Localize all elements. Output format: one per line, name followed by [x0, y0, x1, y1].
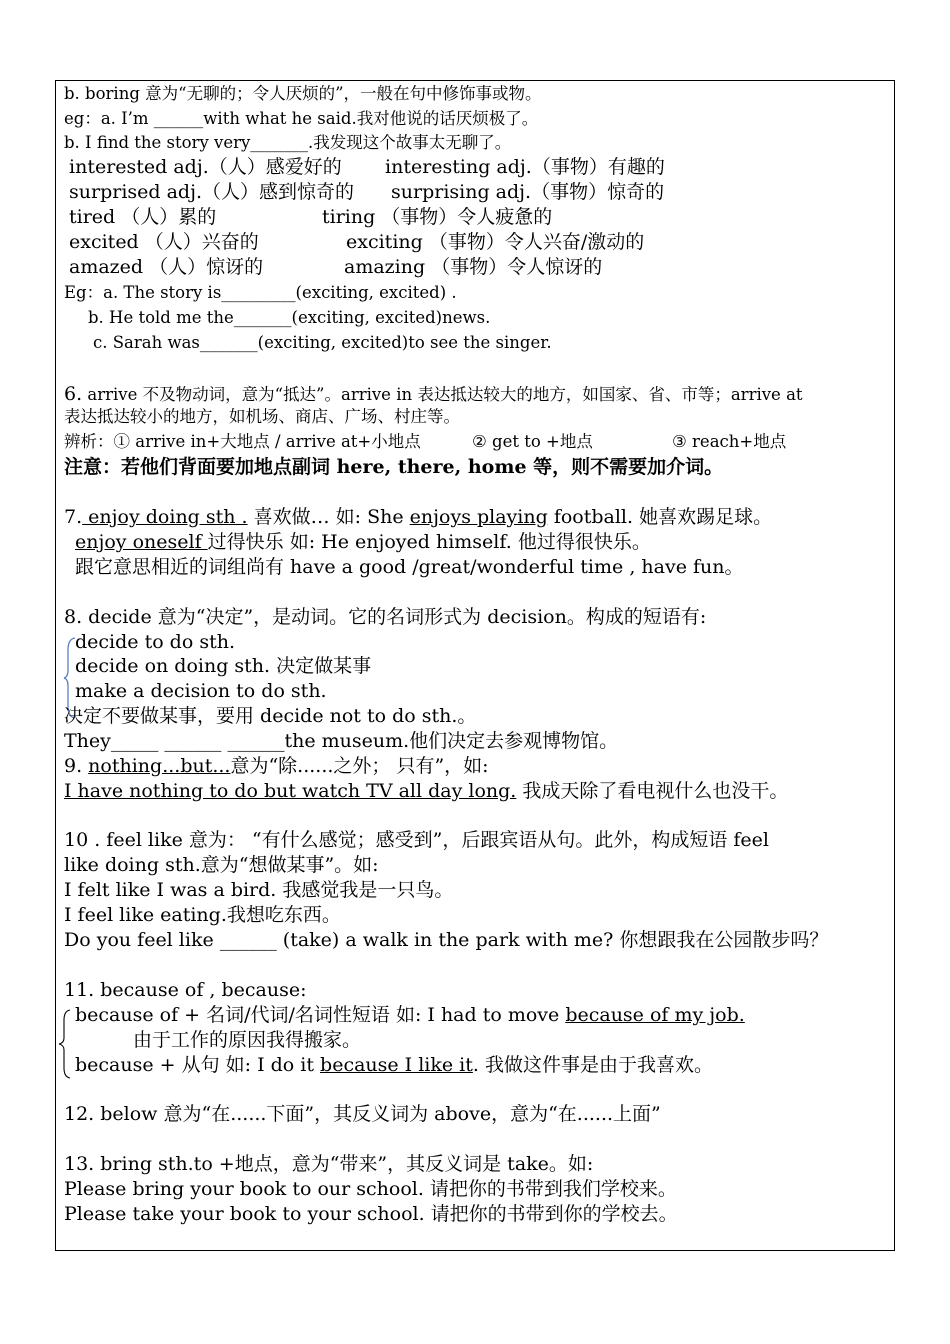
- adj-pair-right: interesting adj.（事物）有趣的: [385, 156, 665, 178]
- item10-line-3: I felt like I was a bird. 我感觉我是一只鸟。: [64, 879, 454, 901]
- item6-analysis-3: ③ reach+地点: [672, 432, 787, 451]
- adj-pair-left: surprised adj.（人）感到惊奇的: [69, 181, 355, 203]
- exciting-example-b: b. He told me the_______(exciting, excited)news.: [88, 308, 491, 327]
- item8-line-1: 8. decide 意为“决定”，是动词。它的名词形式为 decision。构成的短语有:: [64, 606, 707, 628]
- item11-line-3-pre: because + 从句 如: I do it: [75, 1054, 321, 1076]
- boring-line-1: b. boring 意为“无聊的；令人厌烦的”，一般在句中修饰事或物。: [64, 84, 542, 103]
- item9-example-cn: 我成天除了看电视什么也没干。: [516, 780, 789, 802]
- item11-line-3: [75, 1056, 713, 1075]
- item11-line-2: 由于工作的原因我得搬家。: [133, 1029, 362, 1051]
- item10-line-4: I feel like eating.我想吃东西。: [64, 904, 341, 926]
- adj-pair-left: excited （人）兴奋的: [69, 231, 259, 253]
- item10-line-1: 10 . feel like 意为： “有什么感觉；感受到”，后跟宾语从句。此外，构成短语 feel: [64, 829, 769, 851]
- item9-line-2: [64, 782, 788, 801]
- item7-phrase: enjoy doing sth .: [82, 506, 248, 528]
- adj-pair-right: exciting （事物）令人兴奋/激动的: [346, 231, 645, 253]
- item6-text: arrive 不及物动词，意为“抵达”。arrive in 表达抵达较大的地方，如国家、省、市等；arrive at: [82, 385, 803, 404]
- item11-line-1: [75, 1006, 745, 1025]
- adj-pair-right: tiring （事物）令人疲惫的: [322, 206, 553, 228]
- item10-line-5: Do you feel like ______ (take) a walk in the park with me? 你想跟我在公园散步吗？: [64, 929, 829, 951]
- item11-line-1-underlined: because of my job.: [565, 1004, 745, 1026]
- item7-line-3: 跟它意思相近的词组尚有 have a good /great/wonderful time , have fun。: [75, 556, 744, 578]
- item6-analysis-2: ② get to +地点: [472, 432, 593, 451]
- adj-pair-right: amazing （事物）令人惊讶的: [344, 256, 603, 278]
- item7-line-2-rest: 过得快乐 如: He enjoyed himself. 他过得很快乐。: [207, 531, 651, 553]
- adj-pair-left: tired （人）累的: [69, 206, 217, 228]
- item6-line-1: [64, 385, 803, 404]
- item7-line-1: [64, 508, 772, 527]
- adj-pair-left: interested adj.（人）感爱好的: [69, 156, 342, 178]
- item7-phrase-2: enjoy oneself: [75, 531, 208, 553]
- item6-number: 6.: [64, 383, 83, 405]
- item7-meaning: 喜欢做… 如: She: [247, 506, 410, 528]
- item10-line-2: like doing sth.意为“想做某事”。如:: [64, 854, 379, 876]
- item11-line-3-underlined: because I like it: [320, 1054, 473, 1076]
- item12-line-1: 12. below 意为“在......下面”，其反义词为 above，意为“在......上面”: [64, 1103, 661, 1125]
- item13-line-1: 13. bring sth.to +地点，意为“带来”，其反义词是 take。如:: [64, 1153, 594, 1175]
- item11-title: 11. because of , because:: [64, 979, 307, 1001]
- adj-pair-left: amazed （人）惊讶的: [69, 256, 264, 278]
- item8-phrase-3: make a decision to do sth.: [75, 680, 327, 702]
- item13-line-3: Please take your book to your school. 请把你的书带到你的学校去。: [64, 1203, 678, 1225]
- item6-line-2: 表达抵达较小的地方，如机场、商店、广场、村庄等。: [64, 407, 460, 426]
- boring-line-2: eg：a. I’m ______with what he said.我对他说的话厌烦极了。: [64, 109, 539, 128]
- item7-number: 7.: [64, 506, 83, 528]
- item6-note: 注意：若他们背面要加地点副词 here, there, home 等，则不需要加介词。: [64, 456, 724, 478]
- item11-line-3-rest: . 我做这件事是由于我喜欢。: [472, 1054, 713, 1076]
- item9-phrase: nothing...but...: [88, 755, 231, 777]
- item8-phrase-1: decide to do sth.: [75, 631, 235, 653]
- item7-example-rest: football. 她喜欢踢足球。: [547, 506, 773, 528]
- item11-brace: [58, 1008, 72, 1080]
- item13-line-2: Please bring your book to our school. 请把你的书带到我们学校来。: [64, 1178, 677, 1200]
- item9-meaning: 意为“除......之外； 只有”，如:: [230, 755, 489, 777]
- item7-example-underlined: enjoys playing: [409, 506, 548, 528]
- item7-line-2: [75, 533, 651, 552]
- exciting-example-a: Eg：a. The story is_________(exciting, excited) .: [64, 283, 457, 302]
- item8-phrase-2: decide on doing sth. 决定做某事: [75, 655, 372, 677]
- item6-analysis-1: 辨析：① arrive in+大地点 / arrive at+小地点: [64, 432, 421, 451]
- boring-line-3: b. I find the story very_______.我发现这个故事太无聊了。: [64, 133, 512, 152]
- exciting-example-c: c. Sarah was_______(exciting, excited)to see the singer.: [93, 333, 552, 352]
- adj-pair-right: surprising adj.（事物）惊奇的: [391, 181, 665, 203]
- item9-line-1: [64, 757, 489, 776]
- item9-example: I have nothing to do but watch TV all day long.: [64, 780, 517, 802]
- item8-line-4: 决定不要做某事，要用 decide not to do sth.。: [64, 705, 477, 727]
- item11-line-1-pre: because of + 名词/代词/名词性短语 如: I had to move: [75, 1004, 566, 1026]
- item9-number: 9.: [64, 755, 89, 777]
- item8-line-5: They_____ ______ ______the museum.他们决定去参观博物馆。: [64, 730, 619, 752]
